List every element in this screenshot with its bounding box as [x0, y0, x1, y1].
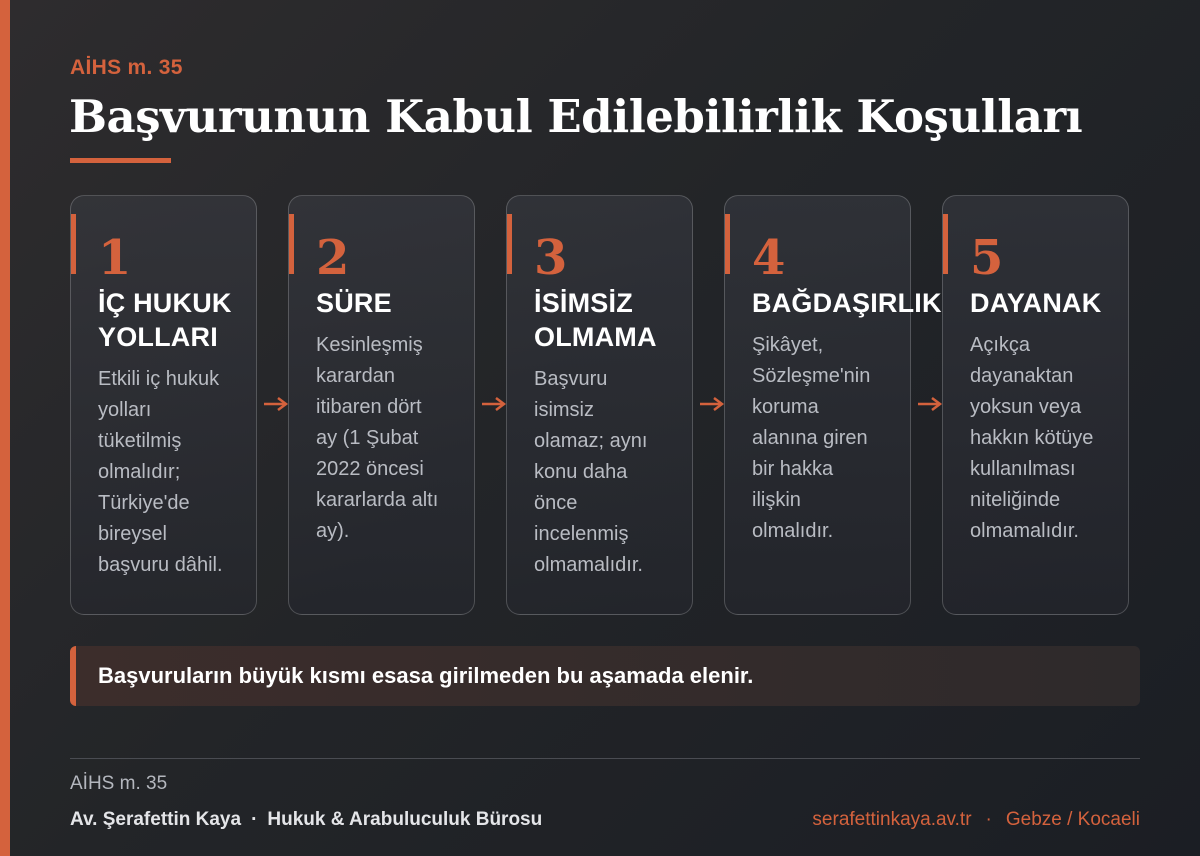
- card-title: SÜRE: [316, 288, 392, 318]
- card-title: BAĞDAŞIRLIK: [752, 288, 942, 318]
- eyebrow-label: AİHS m. 35: [70, 56, 183, 79]
- separator-dot: ·: [251, 809, 258, 830]
- card-accent: [725, 214, 730, 274]
- card-title: İSİMSİZ OLMAMA: [534, 288, 657, 352]
- summary-note: [70, 646, 1140, 706]
- card-title: İÇ HUKUK YOLLARI: [98, 288, 232, 352]
- arrow-right-icon: [917, 395, 943, 413]
- card-description: Başvuru isimsiz olamaz; aynı konu daha önce incelenmiş olmamalıdır.: [534, 368, 648, 576]
- office-name: Hukuk & Arabuluculuk Bürosu: [267, 809, 543, 830]
- card-accent: [943, 214, 948, 274]
- website-link[interactable]: serafettinkaya.av.tr: [812, 809, 972, 830]
- arrow-right-icon: [481, 395, 507, 413]
- condition-card-4: [724, 195, 942, 615]
- condition-card-5: [942, 195, 1129, 615]
- conditions-row: [70, 195, 1132, 617]
- title-underline: [70, 158, 171, 163]
- footer-contact: [812, 809, 1140, 831]
- card-description: Etkili iç hukuk yolları tüketilmiş olmalıdır; Türkiye'de bireysel başvuru dâhil.: [98, 368, 223, 576]
- author-name: Av. Şerafettin Kaya: [70, 809, 242, 830]
- card-accent: [71, 214, 76, 274]
- card-title: DAYANAK: [970, 288, 1102, 318]
- card-accent: [507, 214, 512, 274]
- card-description: Şikâyet, Sözleşme'nin koruma alanına giren bir hakka ilişkin olmalıdır.: [752, 334, 871, 542]
- card-number: 1: [98, 230, 132, 286]
- condition-card-3: [506, 195, 693, 615]
- condition-card-2: [288, 195, 475, 615]
- summary-note-text: Başvuruların büyük kısmı esasa girilmeden bu aşamada elenir.: [98, 663, 754, 688]
- arrow-right-icon: [699, 395, 725, 413]
- footer-reference: AİHS m. 35: [70, 773, 168, 794]
- footer-author-line: [70, 809, 542, 831]
- card-description: Açıkça dayanaktan yoksun veya hakkın kötüye kullanılması niteliğinde olmamalıdır.: [970, 334, 1094, 542]
- separator-dot: ·: [985, 809, 992, 830]
- arrow-right-icon: [263, 395, 289, 413]
- card-description: Kesinleşmiş karardan itibaren dört ay (1 Şubat 2022 öncesi kararlarda altı ay).: [316, 334, 439, 542]
- card-number: 4: [752, 230, 786, 286]
- card-number: 3: [534, 230, 568, 286]
- card-number: 2: [316, 230, 350, 286]
- location-label: Gebze / Kocaeli: [1005, 809, 1140, 830]
- card-number: 5: [970, 230, 1004, 286]
- card-accent: [289, 214, 294, 274]
- footer-divider: [70, 758, 1140, 759]
- page-title: Başvurunun Kabul Edilebilirlik Koşulları: [69, 90, 1083, 143]
- left-accent-bar: [0, 0, 10, 856]
- condition-card-1: [70, 195, 257, 615]
